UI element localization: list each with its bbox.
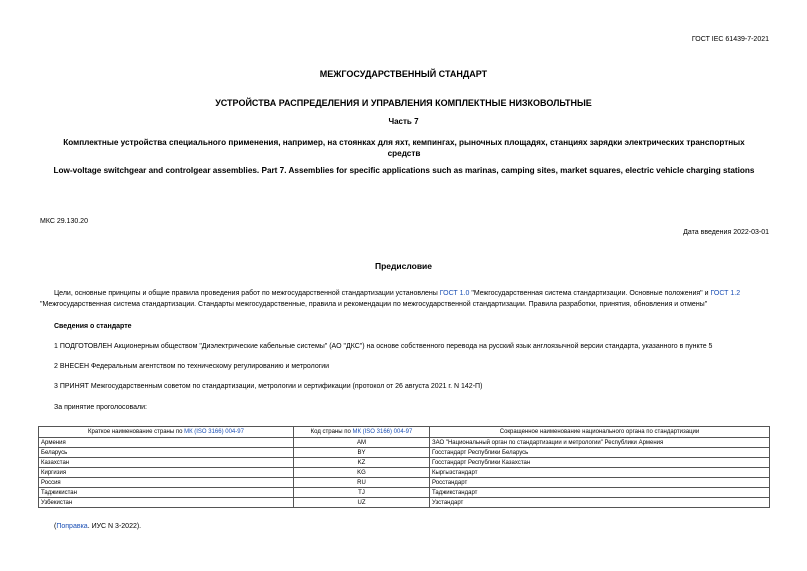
country-cell: Узбекистан <box>39 498 294 508</box>
table-row <box>39 448 770 458</box>
document-title: УСТРОЙСТВА РАСПРЕДЕЛЕНИЯ И УПРАВЛЕНИЯ КОМПЛЕКТНЫЕ НИЗКОВОЛЬТНЫЕ <box>215 98 592 108</box>
amendment-link[interactable]: Поправка <box>56 523 88 530</box>
table-row <box>39 488 770 498</box>
amendment-open: ( <box>54 523 57 530</box>
table-row <box>39 458 770 468</box>
preface-paragraph <box>40 288 770 310</box>
preface-text-2: "Межгосударственная система стандартизации. Основные положения" и <box>469 290 711 297</box>
table-header-row <box>39 427 770 438</box>
country-cell: Армения <box>39 438 294 448</box>
body-cell: Росстандарт <box>430 478 770 488</box>
header-text: Код страны по <box>310 429 353 435</box>
header-text: Краткое наименование страны по <box>88 429 185 435</box>
gost-1-2-link[interactable]: ГОСТ 1.2 <box>710 290 741 297</box>
preface-text-1: Цели, основные принципы и общие правила проведения работ по межгосударственной стандартизации установлены <box>54 290 440 297</box>
table-row <box>39 468 770 478</box>
header-country-code <box>294 427 430 438</box>
table-row <box>39 498 770 508</box>
info-item-3: 3 ПРИНЯТ Межгосударственным советом по стандартизации, метрологии и сертификации (протокол от 26 августа 2021 г. N 142-П) <box>54 383 483 390</box>
code-cell: RU <box>294 478 430 488</box>
table-row <box>39 478 770 488</box>
body-cell: ЗАО "Национальный орган по стандартизации и метрологии" Республики Армения <box>430 438 770 448</box>
code-cell: KZ <box>294 458 430 468</box>
body-cell: Узстандарт <box>430 498 770 508</box>
body-cell: Таджикстандарт <box>430 488 770 498</box>
preface-heading: Предисловие <box>374 261 433 271</box>
english-title: Low-voltage switchgear and controlgear assemblies. Part 7. Assemblies for specific applications such as marinas, camping sites, market squares, electric vehicle charging stations <box>53 166 755 175</box>
mk-iso-link[interactable]: МК (ISO 3166) 004-97 <box>352 429 413 435</box>
code-cell: KG <box>294 468 430 478</box>
document-code: ГОСТ IEC 61439-7-2021 <box>691 36 769 43</box>
header-country-name <box>39 427 294 438</box>
country-cell: Беларусь <box>39 448 294 458</box>
document-subtitle: Комплектные устройства специального применения, например, на стоянках для яхт, кемпингах, рыночных площадях, станциях зарядки электрических транспортных средств <box>63 138 745 158</box>
country-cell: Россия <box>39 478 294 488</box>
code-cell: TJ <box>294 488 430 498</box>
code-cell: AM <box>294 438 430 448</box>
voted-label: За принятие проголосовали: <box>54 404 147 411</box>
info-item-1: 1 ПОДГОТОВЛЕН Акционерным обществом "Диэлектрические кабельные системы" (АО "ДКС") на основе собственного перевода на русский язык англоязычной версии стандарта, указанного в пункте 5 <box>54 343 713 350</box>
country-cell: Таджикистан <box>39 488 294 498</box>
standard-info-heading: Сведения о стандарте <box>54 323 132 330</box>
part-number: Часть 7 <box>388 117 419 126</box>
code-cell: BY <box>294 448 430 458</box>
body-cell: Кыргызстандарт <box>430 468 770 478</box>
table-row <box>39 438 770 448</box>
header-national-body: Сокращенное наименование национального органа по стандартизации <box>430 427 770 438</box>
gost-1-0-link[interactable]: ГОСТ 1.0 <box>439 290 470 297</box>
amendment-text: . ИУС N 3-2022). <box>87 523 142 530</box>
amendment-note <box>54 523 141 530</box>
country-cell: Казахстан <box>39 458 294 468</box>
body-cell: Госстандарт Республики Беларусь <box>430 448 770 458</box>
info-item-2: 2 ВНЕСЕН Федеральным агентством по техническому регулированию и метрологии <box>54 363 330 370</box>
mks-code: МКС 29.130.20 <box>40 218 88 225</box>
preface-text-3: "Межгосударственная система стандартизации. Стандарты межгосударственные, правила и рекомендации по межгосударственной стандартизации. Правила разработки, принятия, обновления и отмены" <box>40 301 708 308</box>
body-cell: Госстандарт Республики Казахстан <box>430 458 770 468</box>
voting-states-table <box>38 426 770 508</box>
country-cell: Киргизия <box>39 468 294 478</box>
introduction-date: Дата введения 2022-03-01 <box>683 229 769 236</box>
mk-iso-link[interactable]: МК (ISO 3166) 004-97 <box>184 429 244 435</box>
code-cell: UZ <box>294 498 430 508</box>
standard-type-title: МЕЖГОСУДАРСТВЕННЫЙ СТАНДАРТ <box>319 69 488 79</box>
